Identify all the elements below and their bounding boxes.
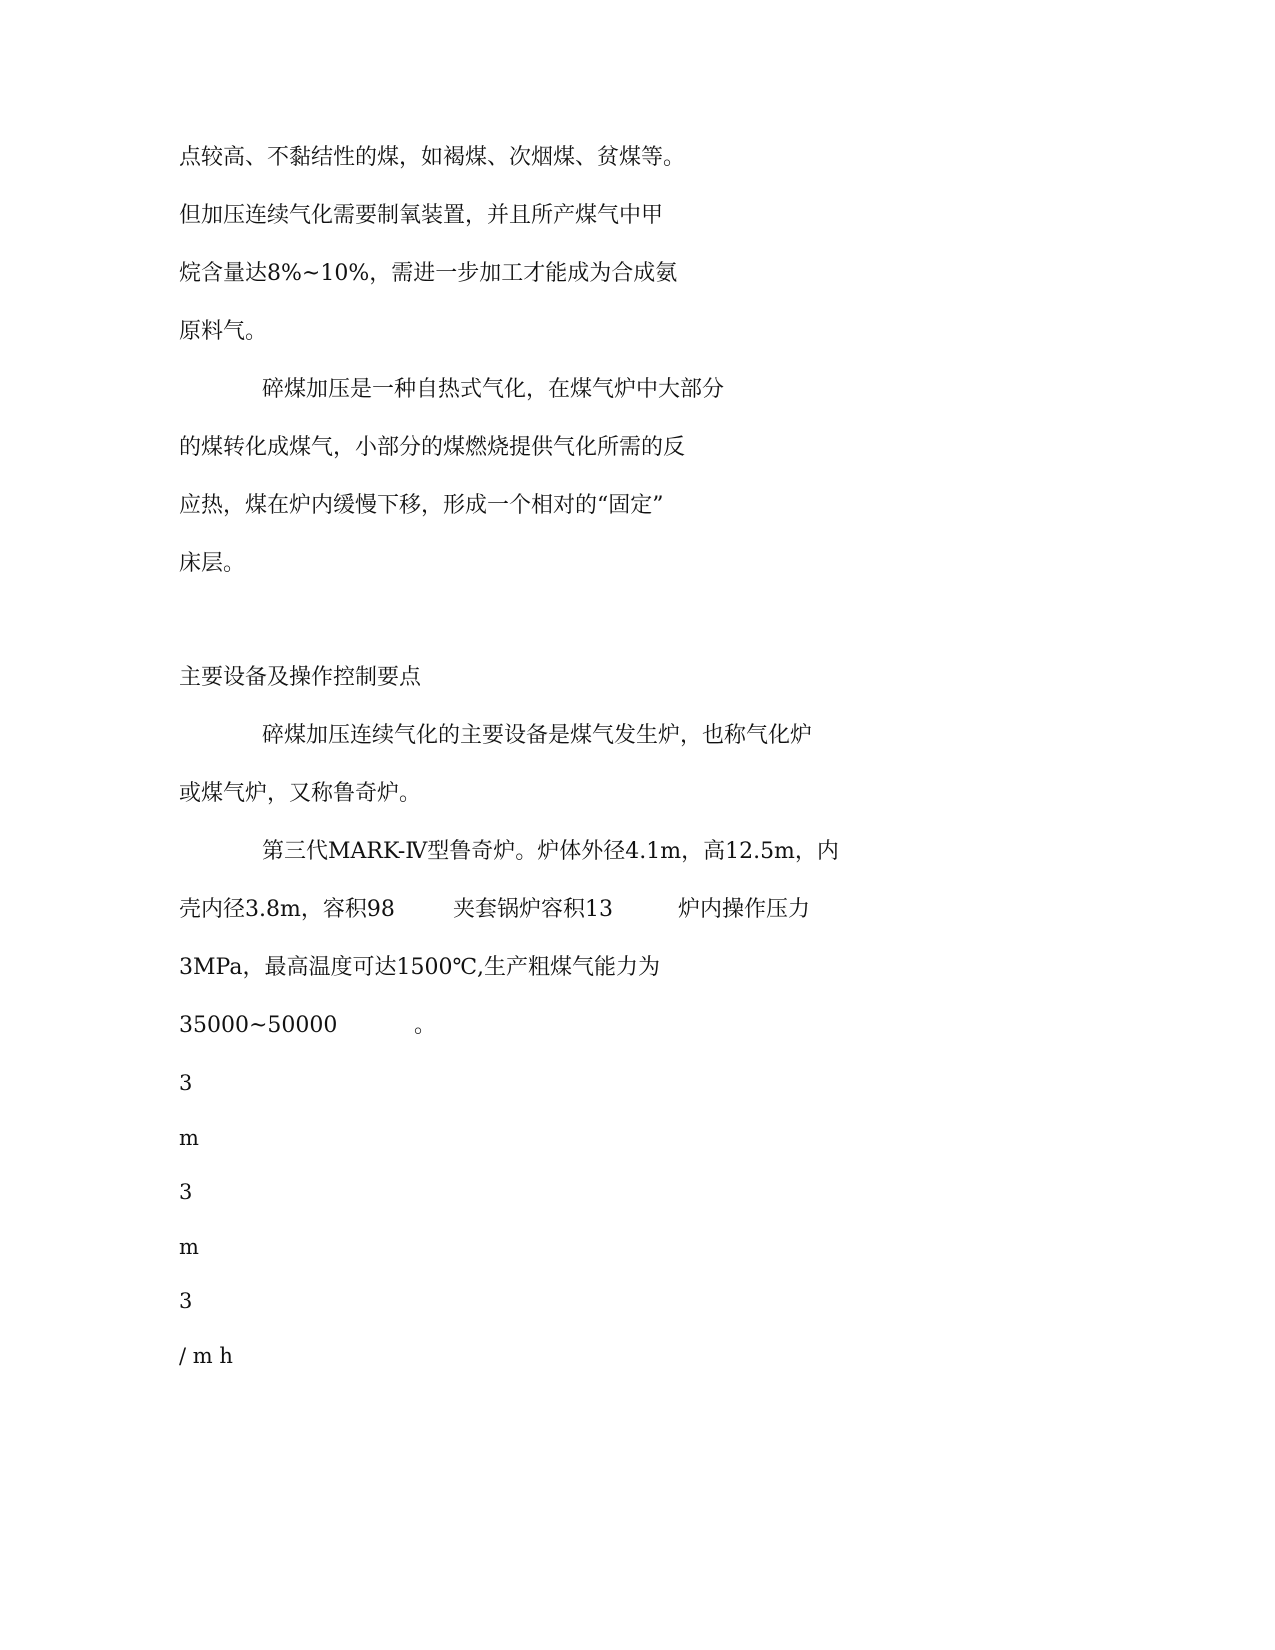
paragraph-1-line-4: 原料气。	[179, 319, 268, 344]
unit-fragment: m	[179, 1126, 199, 1150]
unit-fragment: 3	[179, 1180, 193, 1204]
paragraph-3-line-1: 碎煤加压连续气化的主要设备是煤气发生炉，也称气化炉	[262, 723, 813, 748]
paragraph-1-line-3: 烷含量达8%~10%，需进一步加工才能成为合成氨	[179, 261, 678, 286]
unit-fragment: / m h	[179, 1344, 233, 1368]
paragraph-2-line-4: 床层。	[179, 551, 246, 576]
paragraph-4-line-4-part-2: 。	[414, 1013, 437, 1038]
paragraph-4-line-1: 第三代MARK-Ⅳ型鲁奇炉。炉体外径4.1m，高12.5m，内	[262, 839, 839, 864]
paragraph-1-line-2: 但加压连续气化需要制氧装置，并且所产煤气中甲	[179, 203, 664, 228]
paragraph-4-line-4-part-1: 35000~50000	[179, 1013, 338, 1038]
paragraph-2-line-2: 的煤转化成煤气，小部分的煤燃烧提供气化所需的反	[179, 435, 686, 460]
paragraph-4-line-2-part-2: 夹套锅炉容积13	[453, 897, 613, 922]
section-heading: 主要设备及操作控制要点	[179, 665, 422, 690]
paragraph-4-line-2-part-3: 炉内操作压力	[678, 897, 811, 922]
paragraph-4-line-2-part-1: 壳内径3.8m，容积98	[179, 897, 395, 922]
paragraph-4-line-3: 3MPa，最高温度可达1500℃,生产粗煤气能力为	[179, 955, 661, 980]
paragraph-2-line-1: 碎煤加压是一种自热式气化，在煤气炉中大部分	[262, 377, 725, 402]
paragraph-2-line-3: 应热，煤在炉内缓慢下移，形成一个相对的“固定”	[179, 493, 664, 518]
paragraph-1-line-1: 点较高、不黏结性的煤，如褐煤、次烟煤、贫煤等。	[179, 145, 686, 170]
paragraph-3-line-2: 或煤气炉，又称鲁奇炉。	[179, 781, 422, 806]
unit-fragment: 3	[179, 1071, 193, 1095]
unit-fragment: m	[179, 1235, 199, 1259]
unit-fragment: 3	[179, 1289, 193, 1313]
